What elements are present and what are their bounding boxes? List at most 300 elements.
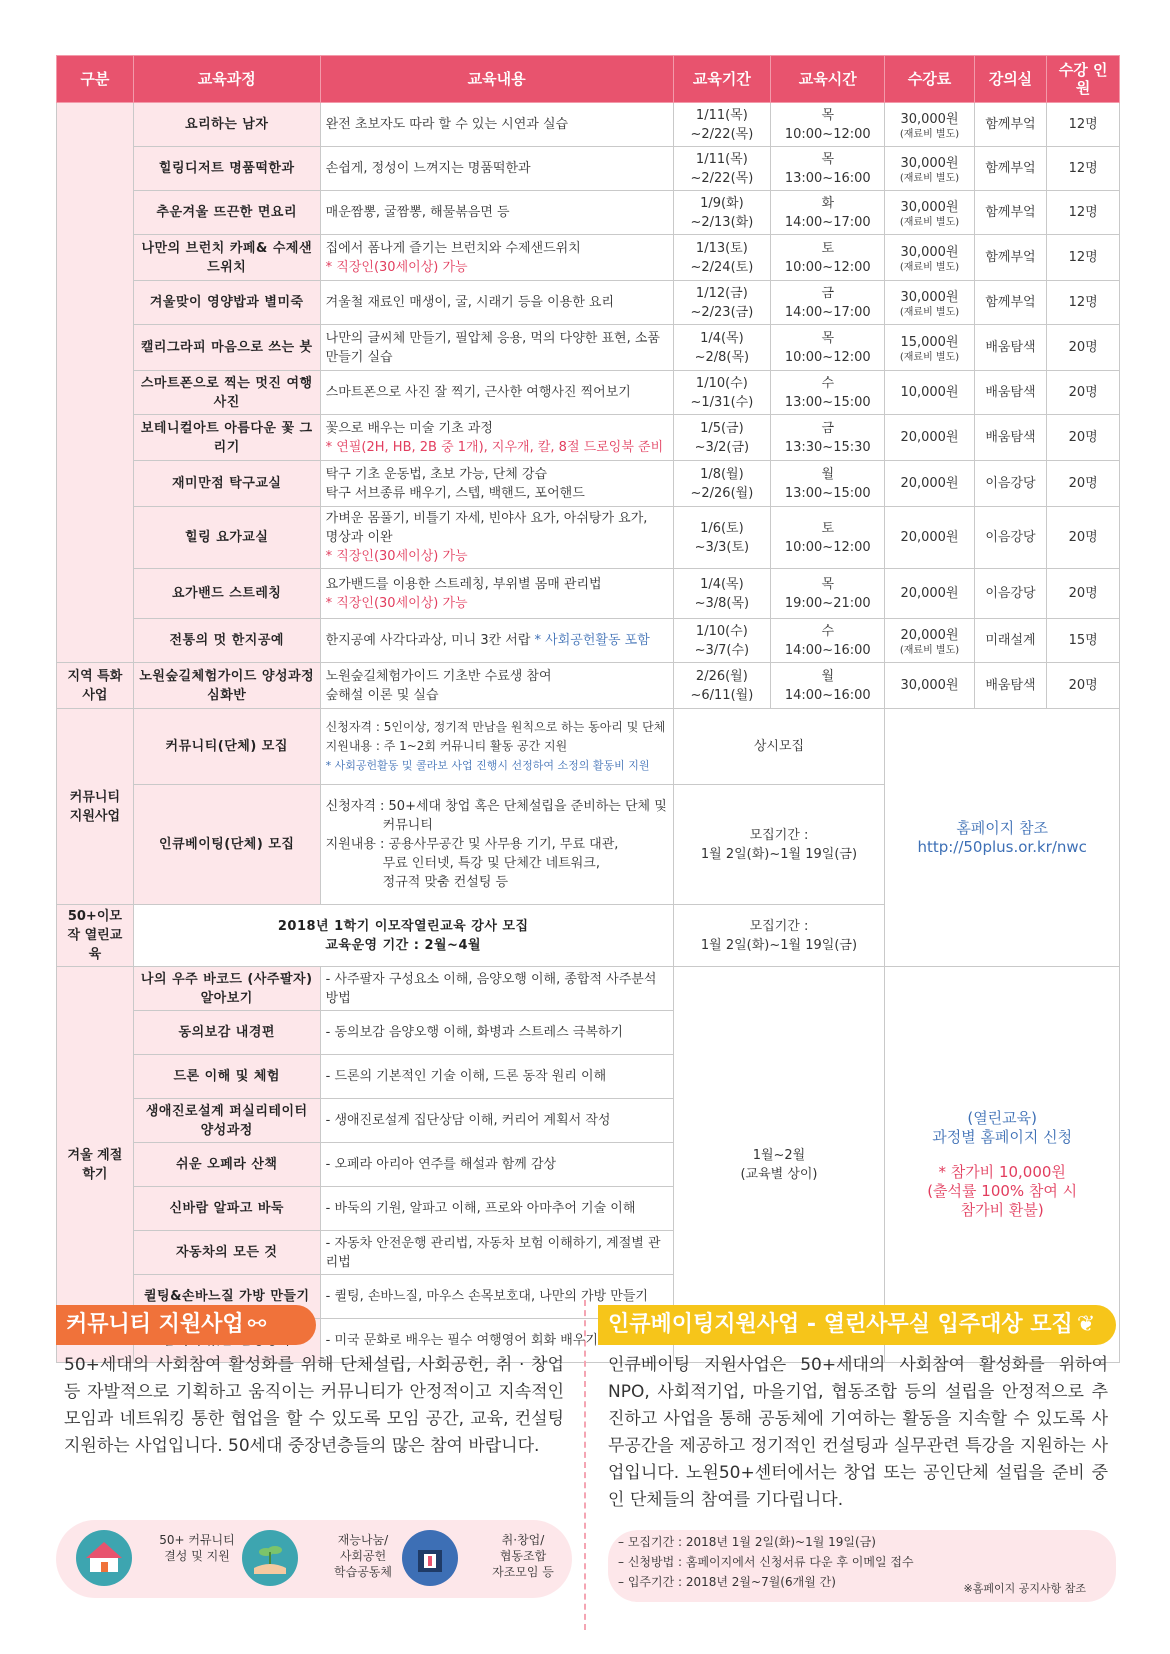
info-method: – 신청방법 : 홈페이지에서 신청서류 다운 후 이메일 접수 bbox=[618, 1555, 914, 1569]
course-name bbox=[133, 1099, 320, 1143]
header-content: 교육내용 bbox=[320, 56, 673, 103]
course-name bbox=[133, 785, 320, 905]
course-time bbox=[771, 371, 885, 415]
period-text: 1/6(토) bbox=[700, 520, 744, 536]
course-fee bbox=[885, 147, 974, 191]
course-content-text: 명상과 이완 bbox=[325, 530, 393, 545]
course-period bbox=[673, 461, 771, 507]
course-time bbox=[771, 619, 885, 663]
fee-text: 20,000원 bbox=[900, 586, 959, 601]
category-regional bbox=[57, 663, 134, 709]
table-row bbox=[57, 569, 1120, 619]
course-period bbox=[673, 371, 771, 415]
course-fee bbox=[885, 507, 974, 569]
course-content-text: - 드론의 기본적인 기술 이해, 드론 동작 원리 이해 bbox=[325, 1069, 607, 1084]
homepage-url: http://50plus.or.kr/nwc bbox=[917, 837, 1087, 856]
course-room bbox=[974, 663, 1047, 709]
course-content-text: - 오페라 아리아 연주를 해설과 함께 감상 bbox=[325, 1157, 557, 1172]
course-capacity bbox=[1047, 235, 1120, 281]
fee-text: 30,000원 bbox=[900, 289, 959, 305]
category-community bbox=[57, 709, 134, 905]
room-text: 함께부엌 bbox=[985, 205, 1036, 220]
period-text: 1/11(목) bbox=[695, 151, 748, 167]
period-text: 1/8(월) bbox=[700, 466, 744, 482]
share-icon: ⚯ bbox=[247, 1312, 267, 1337]
course-content-text: 요가밴드를 이용한 스트레칭, 부위별 몸매 관리법 bbox=[325, 576, 602, 592]
course-content bbox=[320, 1011, 673, 1055]
time-text: 13:00~15:00 bbox=[784, 485, 871, 501]
course-capacity bbox=[1047, 619, 1120, 663]
open-education-title bbox=[133, 905, 673, 967]
category-text: 50+이모작 열린교육 bbox=[67, 909, 123, 962]
day-text: 목 bbox=[821, 576, 835, 592]
course-name-text: 퀼팅&손바느질 가방 만들기 bbox=[143, 1289, 310, 1304]
course-content-text: 겨울철 재료인 매생이, 굴, 시래기 등을 이용한 요리 bbox=[325, 295, 615, 310]
course-name-text: 자동차의 모든 것 bbox=[176, 1245, 278, 1260]
course-content bbox=[320, 663, 673, 709]
header-fee: 수강료 bbox=[885, 56, 974, 103]
table-row bbox=[57, 235, 1120, 281]
course-fee bbox=[885, 371, 974, 415]
course-time bbox=[771, 147, 885, 191]
plant-icon: ❦ bbox=[1076, 1312, 1096, 1337]
capacity-text: 12명 bbox=[1068, 250, 1098, 265]
course-name-text: 요가밴드 스트레칭 bbox=[171, 586, 282, 601]
course-name bbox=[133, 967, 320, 1011]
course-content-text: - 바둑의 기원, 알파고 이해, 프로와 아마추어 기술 이해 bbox=[325, 1201, 636, 1216]
course-room bbox=[974, 507, 1047, 569]
course-content-text: - 퀼팅, 손바느질, 마우스 손목보호대, 나만의 가방 만들기 bbox=[325, 1289, 648, 1304]
course-fee bbox=[885, 325, 974, 371]
header-cat: 구분 bbox=[57, 56, 134, 103]
course-content bbox=[320, 507, 673, 569]
time-text: 14:00~17:00 bbox=[784, 304, 871, 320]
course-period bbox=[673, 103, 771, 147]
header-period: 교육기간 bbox=[673, 56, 771, 103]
winter-apply-info bbox=[885, 967, 1120, 1363]
capacity-text: 20명 bbox=[1068, 586, 1098, 601]
course-room bbox=[974, 103, 1047, 147]
room-text: 배움탐색 bbox=[985, 678, 1036, 693]
course-content bbox=[320, 569, 673, 619]
table-row bbox=[57, 281, 1120, 325]
period-text: ~2/26(월) bbox=[690, 485, 754, 501]
course-name bbox=[133, 147, 320, 191]
room-text: 이음강당 bbox=[985, 586, 1036, 601]
fee-text: 30,000원 bbox=[900, 155, 959, 171]
fee-text: 20,000원 bbox=[900, 530, 959, 545]
course-content-text: - 미국 문화로 배우는 필수 여행영어 회화 배우기 bbox=[325, 1333, 598, 1348]
course-content-text: - 사주팔자 구성요소 이해, 음양오행 이해, 종합적 사주분석 방법 bbox=[325, 971, 657, 1006]
day-text: 목 bbox=[821, 330, 835, 346]
course-content-text: 지원내용 : 공용사무공간 및 사무용 기기, 무료 대관, bbox=[325, 837, 619, 852]
course-content-text: 노원숲길체험가이드 기초반 수료생 참여 bbox=[325, 668, 552, 684]
course-name bbox=[133, 415, 320, 461]
period-text: ~6/11(월) bbox=[690, 687, 754, 703]
course-content-text: 나만의 글씨체 만들기, 필압체 응용, 먹의 다양한 표현, 소품만들기 실습 bbox=[325, 330, 660, 365]
course-name bbox=[133, 569, 320, 619]
fee-text: 30,000원 bbox=[900, 199, 959, 215]
course-content bbox=[320, 709, 673, 785]
course-period bbox=[673, 325, 771, 371]
period-text: ~1/31(수) bbox=[690, 394, 754, 410]
course-note-text: * 연필(2H, HB, 2B 중 1개), 지우개, 칼, 8절 드로잉북 준비 bbox=[325, 439, 664, 455]
room-text: 배움탐색 bbox=[985, 340, 1036, 355]
period-text: 1/13(토) bbox=[695, 240, 748, 256]
course-room bbox=[974, 191, 1047, 235]
course-content-text: 가벼운 몸풀기, 비틀기 자세, 빈야사 요가, 아쉬탕가 요가, bbox=[325, 511, 648, 526]
day-text: 목 bbox=[821, 151, 835, 167]
course-name-text: 나만의 브런치 카페& 수제샌드위치 bbox=[141, 240, 313, 275]
course-period bbox=[673, 619, 771, 663]
fee-text: 30,000원 bbox=[900, 111, 959, 127]
course-name bbox=[133, 1011, 320, 1055]
fee-text: 20,000원 bbox=[900, 627, 959, 643]
recruit-period bbox=[673, 905, 885, 967]
period-text: 1/9(화) bbox=[700, 195, 744, 211]
period-text: 1/12(금) bbox=[695, 285, 748, 301]
course-capacity bbox=[1047, 569, 1120, 619]
course-content-text: 꽃으로 배우는 미술 기초 과정 bbox=[325, 420, 493, 436]
fee-text: 20,000원 bbox=[900, 476, 959, 491]
homepage-info bbox=[885, 709, 1120, 967]
course-content-text: 신청자격 : 50+세대 창업 혹은 단체설립을 준비하는 단체 및 bbox=[325, 799, 667, 814]
course-fee bbox=[885, 619, 974, 663]
time-text: 14:00~16:00 bbox=[784, 642, 871, 658]
course-period bbox=[673, 281, 771, 325]
course-fee bbox=[885, 281, 974, 325]
fee-note-text: (재료비 별도) bbox=[899, 216, 960, 228]
period-text: 모집기간 : bbox=[749, 827, 809, 843]
day-text: 화 bbox=[821, 195, 835, 211]
hand-plant-icon bbox=[242, 1530, 298, 1586]
course-time bbox=[771, 569, 885, 619]
course-name bbox=[133, 1055, 320, 1099]
period-text: 상시모집 bbox=[753, 739, 805, 754]
fee-text: 30,000원 bbox=[900, 244, 959, 260]
fee-note-text: (재료비 별도) bbox=[899, 261, 960, 273]
period-text: 1월~2월 bbox=[752, 1147, 806, 1163]
course-period bbox=[673, 235, 771, 281]
period-text: ~2/13(화) bbox=[690, 214, 754, 230]
course-time bbox=[771, 281, 885, 325]
room-text: 함께부엌 bbox=[985, 250, 1036, 265]
course-name-text: 2018년 1학기 이모작열린교육 강사 모집 bbox=[277, 918, 529, 934]
course-name-text: 재미만점 탁구교실 bbox=[171, 476, 282, 491]
course-period bbox=[673, 415, 771, 461]
course-note-text: * 사회공헌활동 및 콜라보 사업 진행시 선정하여 소정의 활동비 지원 bbox=[325, 759, 650, 772]
time-text: 10:00~12:00 bbox=[784, 259, 871, 275]
course-name bbox=[133, 103, 320, 147]
course-time bbox=[771, 191, 885, 235]
course-fee bbox=[885, 191, 974, 235]
course-content bbox=[320, 1099, 673, 1143]
fee-text: 15,000원 bbox=[900, 334, 959, 350]
winter-period bbox=[673, 967, 885, 1363]
course-room bbox=[974, 235, 1047, 281]
course-name bbox=[133, 235, 320, 281]
course-name-text: 커뮤니티(단체) 모집 bbox=[165, 739, 288, 754]
fee-text: 30,000원 bbox=[900, 678, 959, 693]
course-name bbox=[133, 1231, 320, 1275]
course-capacity bbox=[1047, 507, 1120, 569]
capacity-text: 20명 bbox=[1068, 678, 1098, 693]
incubating-description: 인큐베이팅 지원사업은 50+세대의 사회참여 활성화를 위하여 NPO, 사회적기업, 마을기업, 협동조합 등의 설립을 안정적으로 추진하고 사업을 통해 공동체에 기여하는 활동을 지속할 수 있도록 사무공간을 제공하고 정기적인 컨설팅과 실무관련 특강을 지원하는 사업입니다. 노원50+센터에서는 창업 또는 공인단체 설립을 준비 중인 단체들의 참여를 기다립니다. bbox=[608, 1355, 1108, 1510]
course-room bbox=[974, 461, 1047, 507]
room-text: 배움탐색 bbox=[985, 430, 1036, 445]
course-time bbox=[771, 325, 885, 371]
period-text: 모집기간 : bbox=[749, 918, 809, 934]
table-row bbox=[57, 415, 1120, 461]
course-fee bbox=[885, 663, 974, 709]
period-text: ~2/22(목) bbox=[690, 126, 754, 142]
course-room bbox=[974, 569, 1047, 619]
course-content-text: 탁구 서브종류 배우기, 스텝, 백핸드, 포어핸드 bbox=[325, 485, 585, 501]
course-period bbox=[673, 569, 771, 619]
course-name bbox=[133, 1143, 320, 1187]
day-text: 월 bbox=[821, 668, 835, 684]
course-content-text: 탁구 기초 운동법, 초보 가능, 단체 강습 bbox=[325, 466, 548, 482]
course-content-text: - 자동차 안전운행 관리법, 자동차 보험 이해하기, 계절별 관리법 bbox=[325, 1235, 661, 1270]
capacity-text: 12명 bbox=[1068, 117, 1098, 132]
course-content-text: 신청자격 : 5인이상, 정기적 만남을 원칙으로 하는 동아리 및 단체 bbox=[325, 720, 666, 734]
course-fee bbox=[885, 235, 974, 281]
day-text: 토 bbox=[821, 240, 835, 256]
info-period: – 모집기간 : 2018년 1월 2일(화)~1월 19일(금) bbox=[618, 1535, 876, 1549]
room-text: 미래설계 bbox=[985, 633, 1036, 648]
day-text: 토 bbox=[821, 520, 835, 536]
fee-note-text: (재료비 별도) bbox=[899, 644, 960, 656]
course-period bbox=[673, 507, 771, 569]
homepage-text: 홈페이지 참조 bbox=[956, 818, 1049, 837]
fee-note-text: (재료비 별도) bbox=[899, 351, 960, 363]
course-content-text: 손쉽게, 정성이 느껴지는 명품떡한과 bbox=[325, 161, 531, 176]
period-text: ~3/7(수) bbox=[694, 642, 750, 658]
info-moveinperiod: – 입주기간 : 2018년 2월~7월(6개월 간) bbox=[618, 1575, 836, 1589]
incubating-info-box bbox=[608, 1530, 1116, 1602]
course-fee bbox=[885, 415, 974, 461]
course-period bbox=[673, 663, 771, 709]
course-content bbox=[320, 371, 673, 415]
course-name-text: 인큐베이팅(단체) 모집 bbox=[159, 837, 295, 852]
course-capacity bbox=[1047, 663, 1120, 709]
course-capacity bbox=[1047, 147, 1120, 191]
course-content bbox=[320, 191, 673, 235]
course-fee bbox=[885, 103, 974, 147]
course-name bbox=[133, 619, 320, 663]
course-name-text: 노원숲길체험가이드 양성과정 심화반 bbox=[139, 668, 315, 703]
header-capacity: 수강 인원 bbox=[1047, 56, 1120, 103]
period-text: ~2/8(목) bbox=[694, 349, 750, 365]
course-name-text: 보테니컬아트 아름다운 꽃 그리기 bbox=[140, 420, 313, 455]
course-content-text: 커뮤니티 bbox=[382, 818, 433, 833]
fee-note-text: (재료비 별도) bbox=[899, 172, 960, 184]
course-content bbox=[320, 235, 673, 281]
incubating-title-text: 인큐베이팅지원사업 - 열린사무실 입주대상 모집 bbox=[608, 1312, 1073, 1337]
day-text: 월 bbox=[821, 466, 835, 482]
room-text: 이음강당 bbox=[985, 530, 1036, 545]
fee-text: (출석률 100% 참여 시 bbox=[927, 1182, 1078, 1200]
table-row bbox=[57, 191, 1120, 235]
capacity-text: 20명 bbox=[1068, 340, 1098, 355]
course-period bbox=[673, 147, 771, 191]
course-name-text: 캘리그라피 마음으로 쓰는 붓 bbox=[140, 340, 313, 355]
course-capacity bbox=[1047, 103, 1120, 147]
course-period bbox=[673, 191, 771, 235]
capacity-text: 20명 bbox=[1068, 476, 1098, 491]
community-icon-box bbox=[56, 1520, 572, 1598]
period-text: ~2/23(금) bbox=[690, 304, 754, 320]
course-content-text: 무료 인터넷, 특강 및 단체간 네트워크, bbox=[382, 856, 600, 871]
course-name-text: 신바람 알파고 바둑 bbox=[169, 1201, 284, 1216]
course-capacity bbox=[1047, 325, 1120, 371]
community-section-title bbox=[56, 1305, 316, 1345]
course-content bbox=[320, 619, 673, 663]
course-name bbox=[133, 281, 320, 325]
period-text: (교육별 상이) bbox=[740, 1166, 818, 1182]
course-room bbox=[974, 325, 1047, 371]
table-row bbox=[57, 461, 1120, 507]
course-capacity bbox=[1047, 191, 1120, 235]
course-content bbox=[320, 325, 673, 371]
course-content bbox=[320, 415, 673, 461]
course-content-text: 집에서 폼나게 즐기는 브런치와 수제샌드위치 bbox=[325, 240, 581, 256]
course-content bbox=[320, 1055, 673, 1099]
course-content bbox=[320, 785, 673, 905]
room-text: 함께부엌 bbox=[985, 117, 1036, 132]
time-text: 14:00~17:00 bbox=[784, 214, 871, 230]
course-time bbox=[771, 507, 885, 569]
course-content bbox=[320, 103, 673, 147]
day-text: 수 bbox=[821, 375, 835, 391]
course-room bbox=[974, 415, 1047, 461]
course-time bbox=[771, 415, 885, 461]
section-divider bbox=[584, 1300, 586, 1630]
room-text: 배움탐색 bbox=[985, 385, 1036, 400]
time-text: 10:00~12:00 bbox=[784, 539, 871, 555]
category-text: 커뮤니티 지원사업 bbox=[69, 789, 121, 824]
period-text: 1/10(수) bbox=[695, 623, 748, 639]
room-text: 이음강당 bbox=[985, 476, 1036, 491]
table-row bbox=[57, 103, 1120, 147]
course-note-text: * 직장인(30세이상) 가능 bbox=[325, 549, 468, 564]
course-time bbox=[771, 461, 885, 507]
info-note: ※홈페이지 공지사항 참조 bbox=[963, 1582, 1086, 1595]
community-description: 50+세대의 사회참여 활성화를 위해 단체설립, 사회공헌, 취 · 창업 등 자발적으로 기획하고 움직이는 커뮤니티가 안정적이고 지속적인 모임과 네트워킹 통한 협업을 할 수 있도록 모임 공간, 교육, 컨설팅 지원하는 사업입니다. 50세대 중장년층들의 많은 참여 바랍니다. bbox=[64, 1355, 564, 1456]
course-name-text: 힐링디저트 명품떡한과 bbox=[158, 161, 295, 176]
period-text: 1/5(금) bbox=[700, 420, 744, 436]
course-content-text: - 생애진로설계 집단상담 이해, 커리어 계획서 작성 bbox=[325, 1113, 611, 1128]
recruit-period bbox=[673, 709, 885, 785]
day-text: 목 bbox=[821, 107, 835, 123]
apply-text: 과정별 홈페이지 신청 bbox=[932, 1128, 1073, 1146]
capacity-text: 12명 bbox=[1068, 161, 1098, 176]
table-header bbox=[57, 56, 1120, 103]
course-content-text: 완전 초보자도 따라 할 수 있는 시연과 실습 bbox=[325, 117, 569, 132]
category-text: 겨울 계절학기 bbox=[67, 1147, 123, 1182]
community-icon-label: 재능나눔/ 사회공헌 학습공동체 bbox=[334, 1533, 392, 1579]
course-name-text: 드론 이해 및 체험 bbox=[173, 1069, 280, 1084]
course-name bbox=[133, 371, 320, 415]
header-course: 교육과정 bbox=[133, 56, 320, 103]
time-text: 14:00~16:00 bbox=[784, 687, 871, 703]
course-name-text: 전통의 멋 한지공예 bbox=[169, 633, 284, 648]
capacity-text: 20명 bbox=[1068, 530, 1098, 545]
incubating-section-title bbox=[598, 1305, 1116, 1345]
course-name-text: 교육운영 기간 : 2월~4월 bbox=[325, 937, 482, 953]
room-text: 함께부엌 bbox=[985, 295, 1036, 310]
table-row bbox=[57, 507, 1120, 569]
category-text: 지역 특화사업 bbox=[67, 668, 123, 703]
course-name-text: 동의보감 내경편 bbox=[178, 1025, 275, 1040]
course-content-text: 숲해설 이론 및 실습 bbox=[325, 687, 439, 703]
house-icon bbox=[76, 1530, 132, 1586]
course-time bbox=[771, 103, 885, 147]
course-name bbox=[133, 507, 320, 569]
course-name-text: 나의 우주 바코드 (사주팔자) 알아보기 bbox=[140, 971, 313, 1006]
header-room: 강의실 bbox=[974, 56, 1047, 103]
period-text: ~2/22(목) bbox=[690, 170, 754, 186]
day-text: 금 bbox=[821, 420, 835, 436]
table-row bbox=[57, 619, 1120, 663]
capacity-text: 15명 bbox=[1068, 633, 1098, 648]
period-text: 1월 2일(화)~1월 19일(금) bbox=[700, 937, 858, 953]
room-text: 함께부엌 bbox=[985, 161, 1036, 176]
course-capacity bbox=[1047, 371, 1120, 415]
apply-text: (열린교육) bbox=[967, 1109, 1038, 1127]
course-content bbox=[320, 147, 673, 191]
course-name bbox=[133, 461, 320, 507]
category-winter bbox=[57, 967, 134, 1363]
briefcase-icon bbox=[402, 1530, 458, 1586]
period-text: ~3/8(목) bbox=[694, 595, 750, 611]
time-text: 13:30~15:30 bbox=[784, 439, 871, 455]
course-capacity bbox=[1047, 461, 1120, 507]
category-general bbox=[57, 103, 134, 663]
capacity-text: 20명 bbox=[1068, 385, 1098, 400]
course-name-text: 생애진로설계 퍼실리테이터 양성과정 bbox=[145, 1103, 308, 1138]
time-text: 19:00~21:00 bbox=[784, 595, 871, 611]
table-row bbox=[57, 325, 1120, 371]
fee-text: * 참가비 10,000원 bbox=[938, 1163, 1066, 1181]
period-text: 1/10(수) bbox=[695, 375, 748, 391]
fee-text: 20,000원 bbox=[900, 430, 959, 445]
course-name bbox=[133, 191, 320, 235]
table-row bbox=[57, 147, 1120, 191]
period-text: 1/11(목) bbox=[695, 107, 748, 123]
course-room bbox=[974, 147, 1047, 191]
day-text: 수 bbox=[821, 623, 835, 639]
course-room bbox=[974, 371, 1047, 415]
community-icon-label: 50+ 커뮤니티 결성 및 지원 bbox=[159, 1533, 235, 1563]
course-content bbox=[320, 281, 673, 325]
course-time bbox=[771, 663, 885, 709]
capacity-text: 12명 bbox=[1068, 295, 1098, 310]
course-content bbox=[320, 461, 673, 507]
category-open-education bbox=[57, 905, 134, 967]
period-text: 1/4(목) bbox=[700, 330, 744, 346]
period-text: ~3/3(토) bbox=[694, 539, 750, 555]
course-name bbox=[133, 1187, 320, 1231]
period-text: ~3/2(금) bbox=[694, 439, 750, 455]
course-name-text: 쉬운 오페라 산책 bbox=[176, 1157, 278, 1172]
time-text: 13:00~16:00 bbox=[784, 170, 871, 186]
community-title-text: 커뮤니티 지원사업 bbox=[66, 1312, 244, 1337]
time-text: 13:00~15:00 bbox=[784, 394, 871, 410]
course-content-text: 한지공예 사각다과상, 미니 3칸 서랍 bbox=[325, 633, 531, 648]
course-time bbox=[771, 235, 885, 281]
course-content-text: 스마트폰으로 사진 잘 찍기, 근사한 여행사진 찍어보기 bbox=[325, 385, 631, 400]
